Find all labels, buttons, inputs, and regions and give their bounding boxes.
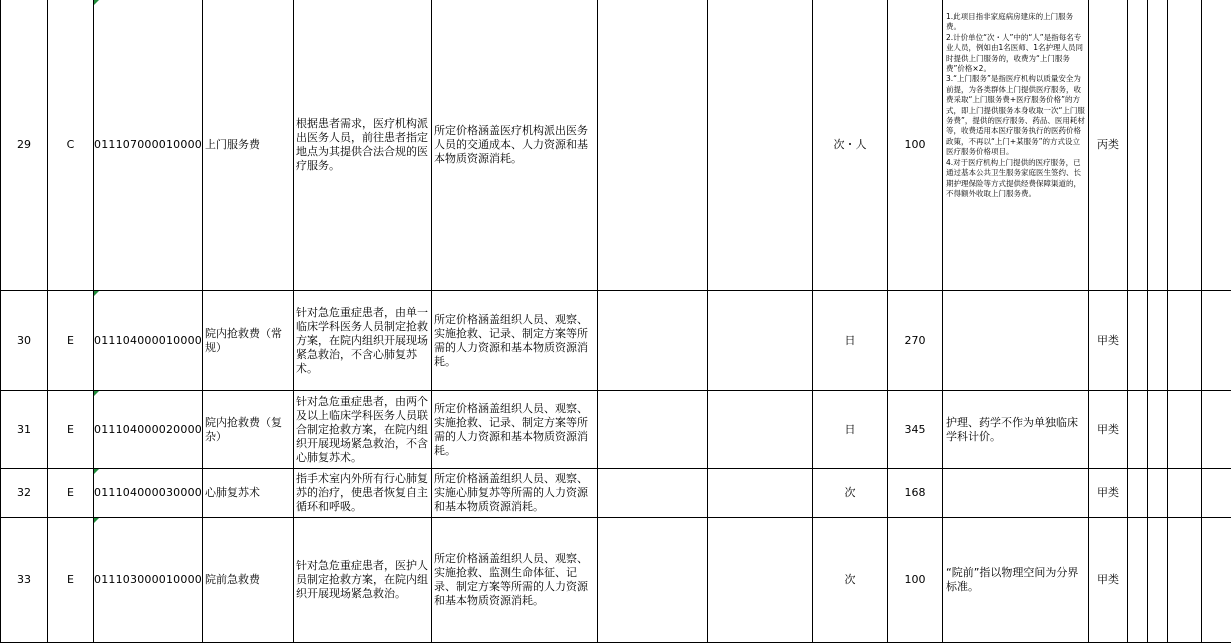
empty-cell [598,391,708,469]
table-row[interactable] [1,469,1231,518]
empty-cell [1128,291,1148,391]
price-value: 100 [888,0,943,291]
empty-cell [1128,0,1148,291]
price-connotation: 所定价格涵盖组织人员、观察、实施抢救、记录、制定方案等所需的人力资源和基本物质资源消耗。 [432,291,598,391]
service-content: 针对急危重症患者，医护人员制定抢救方案，在院内组织开展现场紧急救治。 [294,518,432,643]
note [943,469,1089,518]
price-connotation: 所定价格涵盖医疗机构派出医务人员的交通成本、人力资源和基本物质资源消耗。 [432,0,598,291]
empty-cell [1148,391,1168,469]
row-number: 32 [1,469,48,518]
empty-cell [1148,469,1168,518]
row-number: 29 [1,0,48,291]
table-row[interactable] [1,518,1231,643]
empty-cell [1202,0,1231,291]
project-code-cell[interactable] [94,0,203,291]
empty-cell [1128,518,1148,643]
empty-cell [1168,0,1202,291]
empty-cell [1168,518,1202,643]
empty-cell [708,518,813,643]
price-connotation: 所定价格涵盖组织人员、观察、实施抢救、监测生命体征、记录、制定方案等所需的人力资源和基本物质资源消耗。 [432,518,598,643]
row-number: 33 [1,518,48,643]
project-name: 院内抢救费（复杂） [203,391,294,469]
empty-cell [1148,0,1168,291]
row-number: 31 [1,391,48,469]
empty-cell [708,391,813,469]
table-row[interactable] [1,391,1231,469]
empty-cell [1202,391,1231,469]
empty-cell [1168,291,1202,391]
project-name: 心肺复苏术 [203,469,294,518]
service-content: 针对急危重症患者，由单一临床学科医务人员制定抢救方案，在院内组织开展现场紧急救治，不含心肺复苏术。 [294,291,432,391]
price-value: 100 [888,518,943,643]
project-code-cell[interactable] [94,469,203,518]
note: 护理、药学不作为单独临床学科计价。 [943,391,1089,469]
empty-cell [1148,518,1168,643]
cell-comment-marker-icon [94,391,99,396]
insurance-type: 甲类 [1089,518,1128,643]
insurance-type: 丙类 [1089,0,1128,291]
insurance-type: 甲类 [1089,469,1128,518]
empty-cell [1168,469,1202,518]
insurance-type: 甲类 [1089,291,1128,391]
table-row[interactable] [1,291,1231,391]
project-code: 011107000010000 [94,138,202,151]
service-content: 根据患者需求，医疗机构派出医务人员，前往患者指定地点为其提供合法合规的医疗服务。 [294,0,432,291]
row-category: E [48,518,94,643]
empty-cell [1202,291,1231,391]
price-value: 345 [888,391,943,469]
price-value: 168 [888,469,943,518]
empty-cell [708,0,813,291]
cell-comment-marker-icon [94,518,99,523]
service-content: 针对急危重症患者，由两个及以上临床学科医务人员联合制定抢救方案，在院内组织开展现场紧急救治，不含心肺复苏术。 [294,391,432,469]
empty-cell [598,518,708,643]
project-name: 上门服务费 [203,0,294,291]
empty-cell [1202,469,1231,518]
empty-cell [1202,518,1231,643]
price-value: 270 [888,291,943,391]
project-name: 院内抢救费（常规） [203,291,294,391]
empty-cell [708,291,813,391]
row-category: E [48,291,94,391]
note: “院前”指以物理空间为分界标准。 [943,518,1089,643]
cell-comment-marker-icon [94,469,99,474]
row-category: C [48,0,94,291]
empty-cell [598,469,708,518]
cell-comment-marker-icon [94,0,99,5]
pricing-unit: 日 [813,291,888,391]
row-number: 30 [1,291,48,391]
row-category: E [48,391,94,469]
note: 1.此项目指非家庭病房建床的上门服务费。 2.计价单位“次・人”中的“人”是指每名专业人员，例如由1名医师、1名护理人员同时提供上门服务的，收费为“上门服务费”价格×2。 3.“上门服务”是指医疗机构以质量安全为前提，为各类群体上门提供医疗服务，收费采取“上门服务费+医疗服务价格”的方式，即上门提供服务本身收取一次“上门服务费”，提供的医疗服务、药品、医用耗材等，收费适用本医疗服务执行的医药价格政策，不再以“上门+某服务”的方式设立医疗服务价格项目。 4.对于医疗机构上门提供的医疗服务，已通过基本公共卫生服务家庭医生签约、长期护理保险等方式提供经费保障渠道的，不得额外收取上门服务费。 [943,0,1089,291]
cell-comment-marker-icon [94,291,99,296]
empty-cell [1148,291,1168,391]
empty-cell [1128,469,1148,518]
price-connotation: 所定价格涵盖组织人员、观察、实施心肺复苏等所需的人力资源和基本物质资源消耗。 [432,469,598,518]
project-code: 011104000010000 [94,334,202,347]
price-connotation: 所定价格涵盖组织人员、观察、实施抢救、记录、制定方案等所需的人力资源和基本物质资源消耗。 [432,391,598,469]
pricing-unit: 次・人 [813,0,888,291]
project-code-cell[interactable] [94,291,203,391]
pricing-unit: 日 [813,391,888,469]
pricing-unit: 次 [813,518,888,643]
empty-cell [1168,391,1202,469]
empty-cell [1128,391,1148,469]
pricing-unit: 次 [813,469,888,518]
empty-cell [708,469,813,518]
service-content: 指手术室内外所有行心肺复苏的治疗，使患者恢复自主循环和呼吸。 [294,469,432,518]
table-row[interactable] [1,0,1231,291]
project-code: 011103000010000 [94,573,202,586]
insurance-type: 甲类 [1089,391,1128,469]
project-code: 011104000020000 [94,423,202,436]
empty-cell [598,291,708,391]
project-name: 院前急救费 [203,518,294,643]
project-code-cell[interactable] [94,518,203,643]
empty-cell [598,0,708,291]
note [943,291,1089,391]
project-code-cell[interactable] [94,391,203,469]
row-category: E [48,469,94,518]
project-code: 011104000030000 [94,486,202,499]
